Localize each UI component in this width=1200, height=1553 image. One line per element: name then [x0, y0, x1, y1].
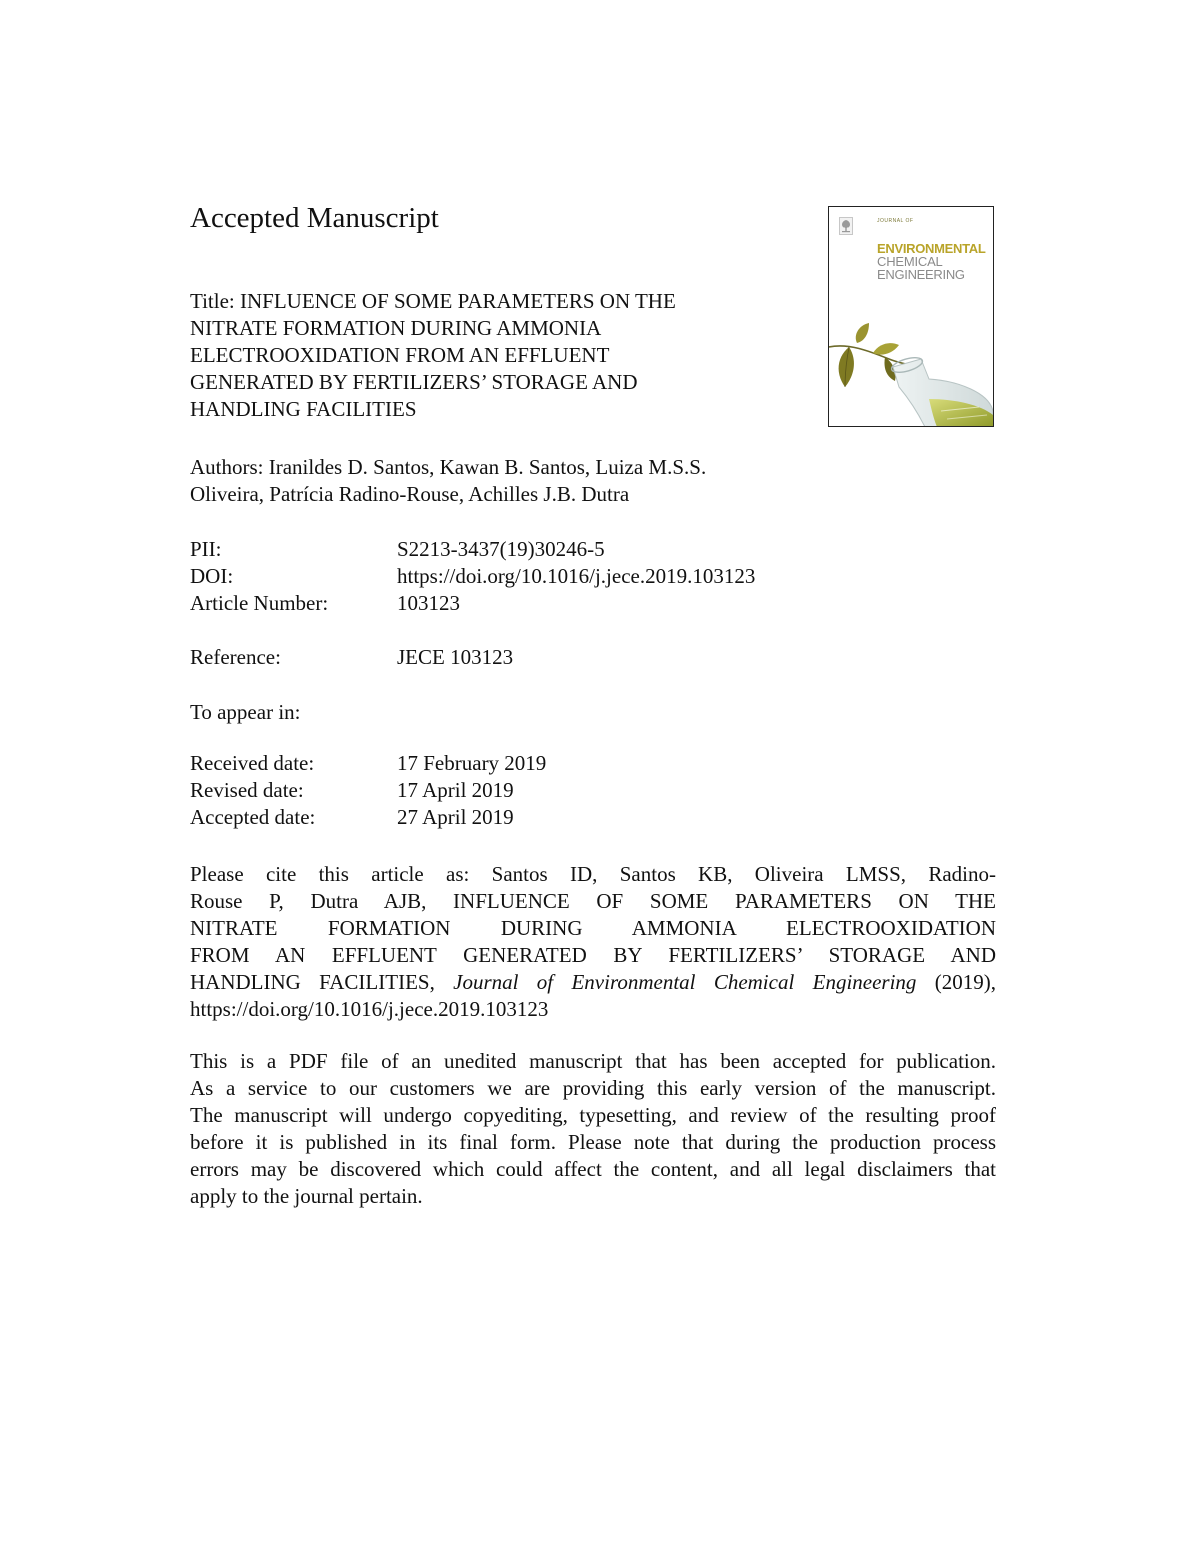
page-heading: Accepted Manuscript	[190, 202, 439, 234]
citation-line: Rouse P, Dutra AJB, INFLUENCE OF SOME PARAMETERS ON THE	[190, 889, 996, 913]
citation-doi-link[interactable]: https://doi.org/10.1016/j.jece.2019.103123	[190, 997, 549, 1021]
pii-value: S2213-3437(19)30246-5	[397, 537, 605, 561]
citation-line: NITRATE FORMATION DURING AMMONIA ELECTROOXIDATION	[190, 916, 996, 940]
received-date-value: 17 February 2019	[397, 751, 547, 775]
cover-title-line3: ENGINEERING	[877, 267, 965, 282]
journal-cover	[828, 206, 994, 427]
article-number-label: Article Number:	[190, 591, 329, 615]
disclaimer-line: This is a PDF file of an unedited manuscript that has been accepted for publication.	[190, 1049, 996, 1073]
citation-line5-end: (2019),	[934, 970, 997, 994]
reference-label: Reference:	[190, 645, 281, 669]
title-line: HANDLING FACILITIES	[190, 397, 417, 421]
reference-value: JECE 103123	[397, 645, 514, 669]
citation-journal-name: Journal of Environmental Chemical Engineering	[453, 970, 917, 994]
disclaimer-paragraph	[190, 1048, 996, 1210]
disclaimer-line: apply to the journal pertain.	[190, 1184, 423, 1208]
title-line: ELECTROOXIDATION FROM AN EFFLUENT	[190, 343, 610, 367]
reference-block	[190, 644, 513, 671]
citation-line: FROM AN EFFLUENT GENERATED BY FERTILIZERS’ STORAGE AND	[190, 943, 996, 967]
citation-paragraph	[190, 861, 996, 1023]
title-line: GENERATED BY FERTILIZERS’ STORAGE AND	[190, 370, 638, 394]
title-line: NITRATE FORMATION DURING AMMONIA	[190, 316, 602, 340]
citation-line: Please cite this article as: Santos ID, Santos KB, Oliveira LMSS, Radino-	[190, 862, 996, 886]
authors-line: Authors: Iranildes D. Santos, Kawan B. Santos, Luiza M.S.S.	[190, 455, 707, 479]
dates-block	[190, 750, 546, 831]
article-number-row	[190, 590, 755, 617]
received-date-row	[190, 750, 546, 777]
revised-date-row	[190, 777, 546, 804]
disclaimer-line: As a service to our customers we are providing this early version of the manuscript.	[190, 1076, 996, 1100]
authors-line: Oliveira, Patrícia Radino-Rouse, Achilles J.B. Dutra	[190, 482, 630, 506]
accepted-date-label: Accepted date:	[190, 805, 316, 829]
article-number-value: 103123	[397, 591, 460, 615]
cover-title-line2: CHEMICAL	[877, 254, 943, 269]
disclaimer-line: errors may be discovered which could affect the content, and all legal disclaimers that	[190, 1157, 996, 1181]
authors-block	[190, 454, 830, 508]
revised-date-value: 17 April 2019	[397, 778, 514, 802]
doi-value[interactable]: https://doi.org/10.1016/j.jece.2019.103123	[397, 564, 756, 588]
reference-row	[190, 644, 513, 671]
article-title	[190, 288, 790, 423]
disclaimer-line: The manuscript will undergo copyediting, typesetting, and review of the resulting proof	[190, 1103, 996, 1127]
pii-row	[190, 536, 755, 563]
revised-date-label: Revised date:	[190, 778, 304, 802]
appear-row	[190, 699, 397, 726]
title-line: Title: INFLUENCE OF SOME PARAMETERS ON THE	[190, 289, 676, 313]
doi-label: DOI:	[190, 564, 234, 588]
accepted-date-value: 27 April 2019	[397, 805, 514, 829]
appear-label: To appear in:	[190, 700, 301, 724]
doi-row	[190, 563, 755, 590]
citation-line	[190, 969, 996, 996]
citation-line5-start: HANDLING FACILITIES,	[190, 970, 435, 994]
identifiers-block	[190, 536, 755, 617]
disclaimer-line: before it is published in its final form. Please note that during the production process	[190, 1130, 996, 1154]
appear-block	[190, 699, 397, 726]
cover-title-line1: ENVIRONMENTAL	[877, 241, 986, 256]
received-date-label: Received date:	[190, 751, 315, 775]
accepted-date-row	[190, 804, 546, 831]
elsevier-tree-icon	[839, 217, 853, 235]
pii-label: PII:	[190, 537, 222, 561]
cover-journal-of: JOURNAL OF	[877, 218, 914, 224]
cover-plant-flask-illustration	[829, 307, 993, 427]
